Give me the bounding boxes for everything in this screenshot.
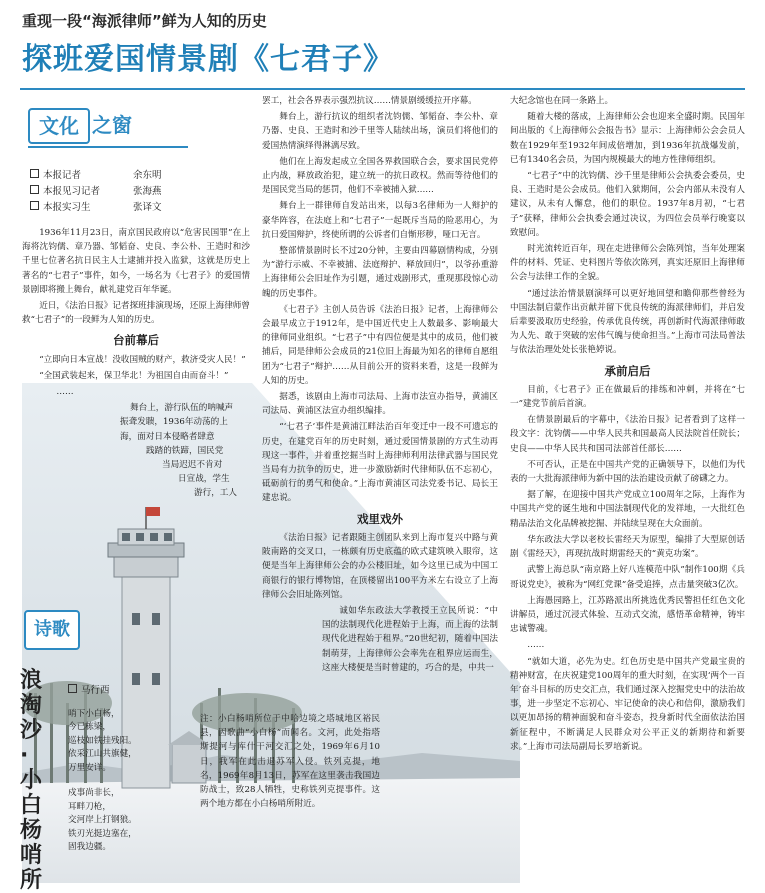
- paragraph: 大纪念馆也在同一条路上。: [510, 96, 614, 106]
- paragraph: 舞台上一群律师自发站出来，以每3名律师为一人辩护的豪华阵容，在法庭上和“七君子”一起既斥当局的险恶用心，为抗日爱国辩护，终使所谓的公诉者们自惭形秽，哑口无言。: [262, 201, 498, 240]
- poem: [68, 684, 198, 867]
- paragraph: 上海愚园路上，江苏路派出所挑选优秀民警担任红色文化讲解员，通过沉浸式体验、互动式交流，感悟革命精神，铸牢忠诚警魂。: [510, 595, 745, 635]
- paragraph: 诚如华东政法大学教授王立民所说：“中国的法制现代化进程始于上海，而上海的法制现代化进程始于租界。”20世纪初，随着中国法制萌芽，上海律师公会率先在租界应运而生，这座大楼便是当时曾建的，巧合的是，中共一: [322, 605, 498, 673]
- text-line: 日宣战，学生: [178, 474, 230, 485]
- poem-line: 哨下小白杨，: [68, 708, 120, 719]
- subhead-offstage: 戏里戏外: [357, 511, 403, 526]
- paragraph: 《法治日报》记者跟随主创团队来到上海市复兴中路与黄陂南路的交叉口，一栋颇有历史底蕴的欧式建筑映入眼帘，这便是当年上海律师公会的办公楼旧址，如今这里已成为中国工商银行的银行博物馆，在顶楼留出100平方米左右设立了上海律师公会旧址陈列馆。: [262, 532, 498, 600]
- paragraph: 舞台上，游行抗议的组织者沈钧儒、邹韬奋、李公朴、章乃器、史良、王造时和沙千里等人陆续出场，演员们将他们的爱国热情演绎得淋漓尽致。: [262, 112, 498, 151]
- text-line: 当局迟迟不肯对: [162, 460, 223, 471]
- paragraph: 据悉，该剧由上海市司法局、上海市法宣办指导，黄浦区司法局、黄浦区法宣办组织编排。: [262, 392, 498, 417]
- paragraph: 他们在上海发起成立全国各界救国联合会，要求国民党停止内战，释放政治犯，建立统一的抗日政权。然而等待他们的是国民党当局的惩罚，他们不幸被捕入狱……: [262, 156, 498, 196]
- poem-line: 巡枝如铁挂残阳。: [68, 735, 137, 746]
- paragraph: 1936年11月23日，南京国民政府以“危害民国罪”在上海将沈钧儒、章乃器、邹韬奋、史良、李公朴、王造时和沙千里七位著名抗日民主人士逮捕并投入监狱，这就是历史上著名的“七君子”事件，如今，一场名为《七君子》的爱国情景剧即将搬上舞台，献礼建党百年华诞。: [22, 228, 250, 295]
- text-line: 践踏的铁蹄，国民党: [146, 445, 224, 456]
- byline: 本报实习生 张译文: [30, 200, 162, 216]
- paragraph: 时光流转近百年，现在走进律师公会陈列馆，当年处理案件的材料、凭证、史料图片等依次陈列，真实还原旧上海律师公会与法律工作的全貌。: [510, 244, 745, 283]
- checkbox-icon: [30, 169, 39, 178]
- poem-section-tag: 诗歌: [24, 610, 80, 650]
- text-line: 海，面对日本侵略者肆意: [120, 431, 215, 442]
- paragraph: “就如大道，必先为史。红色历史是中国共产党最宝贵的精神财富，在庆祝建党100周年的重大时刻，在实现‘两个一百年’奋斗目标的历史交汇点，我们通过深入挖掘党史中的法治故事，进一步坚定不忘初心、牢记使命的决心和信仰，激励我们以更加昂扬的精神面貌和奋斗姿态，投身新时代全面依法治国新征程中，不断满足人民群众对公平正义的新期待和新要求。”上海市司法局副局长罗培新说。: [510, 656, 745, 752]
- poem-note: 注：小白杨哨所位于中哈边境之塔城地区裕民县，因歌曲“小白杨”而闻名。文河，此处指塔斯提河与库什干河交汇之处，1969年6月10日，我军在此击退苏军入侵。铁列克提，地名，1969年8月13日，苏军在这里袭击我国边防战士，致28人牺牲，史称铁列克提事件。这两个地方都在小白杨哨所附近。: [200, 714, 380, 810]
- paragraph: 不可否认，正是在中国共产党的正确领导下，以他们为代表的一大批海派律师为新中国的法治建设贡献了磅礴之力。: [510, 459, 745, 485]
- poem-line: 戍事尚非长，: [68, 788, 120, 798]
- byline: 本报记者 余东明: [30, 168, 162, 184]
- section-logo-rest: 之窗: [92, 113, 132, 137]
- wrap-text: [120, 401, 250, 500]
- text-line: 舞台上，游行队伍的呐喊声: [130, 403, 234, 414]
- paragraph: “‘七君子’事件是黄浦江畔法治百年变迁中一段不可遗忘的历史，在建党百年的历史时刻，通过爱国情景剧的方式生动再现这一事件，并着重挖掘当时上海律师利用法律武器与国民党当局有力抗争的历史，进一步激励新时代律师队伍不忘初心，砥砺前行的勇气和使命。”上海市黄浦区司法党委书记、局长王建忠说。: [262, 422, 498, 504]
- poem-title: 浪淘沙·小白杨哨所: [20, 668, 43, 893]
- poem-stanza: [68, 787, 198, 855]
- paragraph: 目前，《七君子》正在做最后的排练和冲刺，并将在“七一”建党节前后首演。: [510, 384, 745, 410]
- column-3: [510, 94, 745, 756]
- subhead-backstage: 台前幕后: [113, 333, 159, 348]
- column-1: [22, 226, 250, 501]
- paragraph: 近日，《法治日报》记者探班排演现场，还原上海律师曾救“七君子”的一段鲜为人知的历史。: [22, 301, 250, 326]
- poem-line: 交河岸上打钢狼。: [68, 815, 137, 825]
- paragraph: 随着大楼的落成，上海律师公会也迎来全盛时期。民国年间出版的《上海律师公会报告书》显示：上海律师公会会员人数在1929年至1932年间成倍增加，到1936年抗战爆发前，已有1340名会员，为国内规模最大的地方性律师组织。: [510, 112, 745, 165]
- paragraph: 整部情景剧时长不过20分钟，主要由四幕剧情构成，分别为“游行示威、不幸被捕、法庭辩护、释放回归”，以爷孙重游上海律师公会旧址作为引题，通过戏剧形式，重现那段惊心动魄的历史事件。: [262, 246, 498, 299]
- paragraph: 华东政法大学以老校长雷经天为原型，编排了大型原创话剧《雷经天》，再现抗战时期雷经天的“黄克功案”。: [510, 534, 745, 560]
- paragraph: 在情景剧最后的字幕中，《法治日报》记者看到了这样一段文字：沈钧儒——中华人民共和国最高人民法院首任院长；史良——中华人民共和国司法部首任部长……: [510, 415, 745, 454]
- column-2: [262, 94, 498, 677]
- section-logo-box: 文化: [28, 108, 90, 144]
- text-line: 振聋发聩，1936年动荡的上: [120, 417, 228, 428]
- poem-line: 耳畔刀枪，: [68, 801, 111, 812]
- headline: 探班爱国情景剧《七君子》: [22, 42, 394, 77]
- poem-author: 马行西: [68, 684, 198, 698]
- paragraph: 《七君子》主创人员告诉《法治日报》记者，上海律师公会最早成立于1912年，是中国近代史上人数最多、影响最大的律师同业组织。“七君子”中有四位便是其中的成员，他们被捕后，同是律师公会成员的21位旧上海最为知名的律师自愿组团为“七君子”辩护……从目前公开的资料来看，这是一段鲜为人知的历史。: [262, 304, 498, 386]
- paragraph: 罢工，社会各界表示强烈抗议……情景剧缓缓拉开序幕。: [262, 96, 477, 106]
- paragraph: 据了解，在迎接中国共产党成立100周年之际，上海作为中国共产党的诞生地和中国法制现代化的发祥地，一大批红色精品法治文化品牌被挖掘、并陆续呈现在大众面前。: [510, 490, 745, 529]
- header-rule: [20, 88, 745, 90]
- byline: 本报见习记者 张海燕: [30, 184, 162, 200]
- ellipsis: ……: [527, 640, 545, 651]
- checkbox-icon: [30, 201, 39, 210]
- ellipsis: ……: [56, 387, 74, 398]
- paragraph: “七君子”中的沈钧儒、沙千里是律师公会执委会委员，史良、王造时是公会成员。他们入狱期间，公会内部从未没有人建议，从未有人懈怠，他们的职位。1937年8月初，“七君子”获释，律师公会执委会通过决议，为四位会员举行晚宴以致慰问。: [510, 171, 745, 238]
- poem-line: 今已栋梁，: [68, 722, 111, 732]
- kicker: 重现一段“海派律师”鲜为人知的历史: [22, 12, 267, 30]
- checkbox-icon: [68, 684, 77, 693]
- poem-line: 万里安详。: [68, 762, 111, 773]
- section-logo: [28, 104, 168, 148]
- poem-line: 依采江山共旗健，: [68, 749, 137, 759]
- subhead-succession: 承前启后: [604, 363, 651, 378]
- poem-line: 铁刃光挺边塞在，: [68, 828, 137, 839]
- poem-line: 固我边疆。: [68, 842, 111, 852]
- checkbox-icon: [30, 185, 39, 194]
- quote: “全国武装起来，保卫华北！为祖国自由而奋斗！”: [39, 370, 229, 381]
- section-logo-line: [28, 146, 188, 148]
- text-line: 游行，工人: [194, 488, 237, 499]
- poem-stanza: [68, 708, 198, 776]
- quote: “立即向日本宣战！没收国贼的财产，救济受灾人民！”: [39, 354, 246, 365]
- paragraph: 武警上海总队“南京路上好八连模范中队”制作100期《兵哥说党史》，被称为“网红党课”备受追捧，点击量突破3亿次。: [510, 565, 745, 590]
- paragraph: “通过法治情景剧演绎可以更好地回望和瞻仰那些曾经为中国法制启蒙作出贡献并留下优良传统的海派律师们，并启发后辈要汲取历史经验，传承优良传统，再创新时代海派律师敢为人先、敢于突破的宏伟气魄与使命担当。”上海市司法局普法与依法治理处处长张艳婷说。: [510, 288, 745, 356]
- bylines: [30, 168, 162, 216]
